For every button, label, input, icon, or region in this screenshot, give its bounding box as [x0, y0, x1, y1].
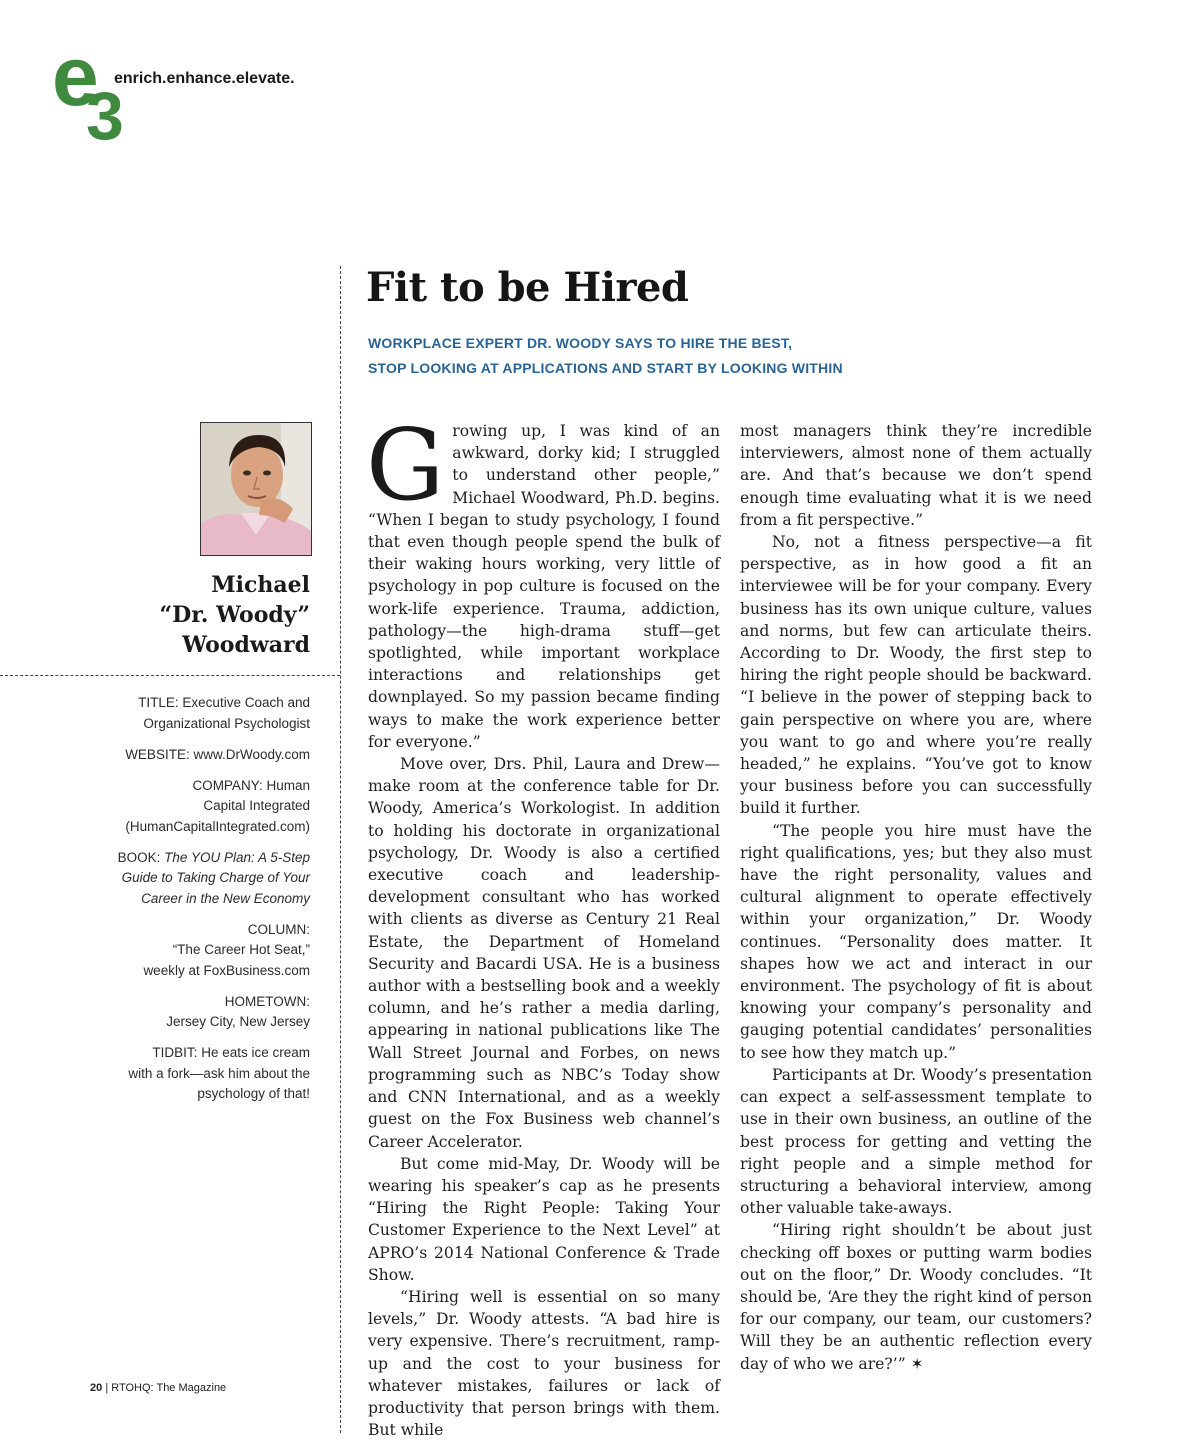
fact-value: weekly at FoxBusiness.com	[143, 962, 310, 978]
body-paragraph: “Hiring well is essential on so many levels,” Dr. Woody attests. “A bad hire is very expensive. There’s recruitment, ramp-up and the cost to your business for whatever mistakes, failures or lack of productivity that person brings with them. But while	[368, 1287, 720, 1440]
body-paragraph: most managers think they’re incredible interviewers, almost none of them actually are. And that’s because we don’t spend enough time evaluating what it is we need from a fit perspective.”	[740, 422, 1092, 529]
body-paragraph: But come mid-May, Dr. Woody will be wearing his speaker’s cap as he presents “Hiring the Right People: Taking Your Customer Experience to the Next Level” at APRO’s 2014 National Conference & Trade Show.	[368, 1154, 720, 1284]
fact-title	[60, 693, 310, 734]
body-column-1	[366, 409, 720, 1441]
logo-letter-e: e	[52, 29, 99, 123]
body-paragraph: Move over, Drs. Phil, Laura and Drew—make room at the conference table for Dr. Woody, America’s Workologist. In addition to holding his doctorate in organizational psychology, Dr. Woody is also a certified executive coach and leadership-development consultant who has worked with clients as diverse as Century 21 Real Estate, the Department of Homeland Security and Bacardi USA. He is a business author with a bestselling book and a weekly column, and he’s rather a media darling, appearing in national publications like The Wall Street Journal and Forbes, on news programming such as NBC’s Today show and CNN International, and as a weekly guest on the Fox Business web channel’s Career Accelerator.	[368, 755, 720, 1151]
body-column-2	[740, 420, 1092, 1375]
author-first-name: Michael	[211, 572, 310, 598]
fact-tidbit	[60, 1043, 310, 1105]
footer-separator: |	[105, 1382, 109, 1394]
column-divider-vertical	[340, 266, 341, 1433]
subtitle-line: WORKPLACE EXPERT DR. WOODY SAYS TO HIRE THE BEST,	[368, 335, 793, 351]
page-number: 20	[90, 1382, 103, 1394]
fact-value: www.DrWoody.com	[193, 746, 310, 762]
fact-value: He eats ice cream	[201, 1045, 310, 1060]
author-name	[80, 570, 310, 660]
fact-value: The YOU Plan: A 5-Step	[164, 849, 310, 865]
page-footer	[90, 1382, 226, 1394]
fact-value: Executive Coach and	[182, 695, 310, 710]
article-title: Fit to be Hired	[366, 264, 689, 311]
body-paragraph: Participants at Dr. Woody’s presentation can expect a self-assessment template to use in their own business, an outline of the best process for getting and vetting the right people and a simple method for structuring a behavioral interview, among other valuable take-aways.	[740, 1065, 1092, 1218]
fact-label: TIDBIT:	[152, 1045, 198, 1060]
author-photo	[200, 422, 312, 556]
article-subtitle	[368, 331, 928, 381]
fact-value: Jersey City, New Jersey	[166, 1014, 310, 1029]
brand-logo	[52, 29, 295, 154]
fact-label: COLUMN:	[247, 921, 310, 937]
fact-hometown	[60, 992, 310, 1033]
fact-book	[60, 848, 310, 910]
fact-value: Capital Integrated	[203, 798, 310, 813]
logo-tagline: enrich.enhance.elevate.	[114, 70, 295, 87]
body-paragraph: No, not a fitness perspective—a fit perspective, as in how good a fit an interviewee will be for your company. Every business has its own unique culture, values and norms, but few can articulate theirs. According to Dr. Woody, the first step to hiring the right people should be backward. “I believe in the power of stepping back to gain perspective on where you are, where you want to go and where you’re really headed,” he explains. “You’ve got to know your business before you can successfully build it further.	[740, 533, 1092, 818]
fact-value: “The Career Hot Seat,”	[172, 942, 310, 957]
author-facts	[60, 693, 310, 1115]
fact-label: WEBSITE:	[125, 746, 190, 762]
fact-company	[60, 776, 310, 838]
fact-value: Guide to Taking Charge of Your	[121, 870, 310, 885]
body-paragraph: “Hiring right shouldn’t be about just checking off boxes or putting warm bodies out on the floor,” Dr. Woody concludes. “It should be, ‘Are they the right kind of person for our company, our team, our customers? Will they be an authentic reflection every day of who we are?’” ✶	[740, 1221, 1092, 1373]
sidebar-divider-horizontal	[0, 675, 340, 676]
portrait-illustration	[201, 423, 311, 555]
fact-label: COMPANY:	[192, 777, 263, 793]
author-last-name: Woodward	[182, 632, 310, 658]
fact-value: psychology of that!	[197, 1086, 310, 1101]
fact-value: with a fork—ask him about the	[128, 1065, 310, 1081]
fact-column	[60, 920, 310, 982]
fact-label: HOMETOWN:	[224, 993, 310, 1009]
body-paragraph: “The people you hire must have the right qualifications, yes; but they also must have the right personality, values and cultural alignment to operate effectively within your organization,” Dr. Woody continues. “Personality does matter. It shapes how we act and interact in our environment. The psychology of fit is about knowing your company’s personality and gauging potential candidates’ personalities to see how they match up.”	[740, 821, 1092, 1062]
author-nickname: “Dr. Woody”	[159, 602, 310, 628]
drop-cap: G	[366, 409, 445, 523]
fact-value: (HumanCapitalIntegrated.com)	[125, 818, 310, 834]
fact-label: BOOK:	[117, 849, 161, 865]
fact-website	[60, 745, 310, 766]
logo-number-3: 3	[86, 78, 124, 154]
fact-value: Organizational Psychologist	[143, 715, 310, 731]
body-paragraph: Growing up, I was kind of an awkward, dorky kid; I struggled to understand other people,” Michael Woodward, Ph.D. begins. “When I began to study psychology, I found that even though people spend the bulk of their waking hours working, very little of psychology in pop culture is focused on the work-life experience. Trauma, addiction, pathology—the high-drama stuff—get spotlighted, while important workplace interactions and relationships get downplayed. So my passion became finding ways to make the work experience better for everyone.”	[366, 409, 720, 751]
fact-value: Career in the New Economy	[141, 890, 310, 906]
fact-label: TITLE:	[138, 695, 179, 710]
publication-name: RTOHQ: The Magazine	[111, 1382, 227, 1394]
fact-value: Human	[266, 777, 310, 793]
subtitle-line: STOP LOOKING AT APPLICATIONS AND START BY LOOKING WITHIN	[368, 360, 843, 376]
